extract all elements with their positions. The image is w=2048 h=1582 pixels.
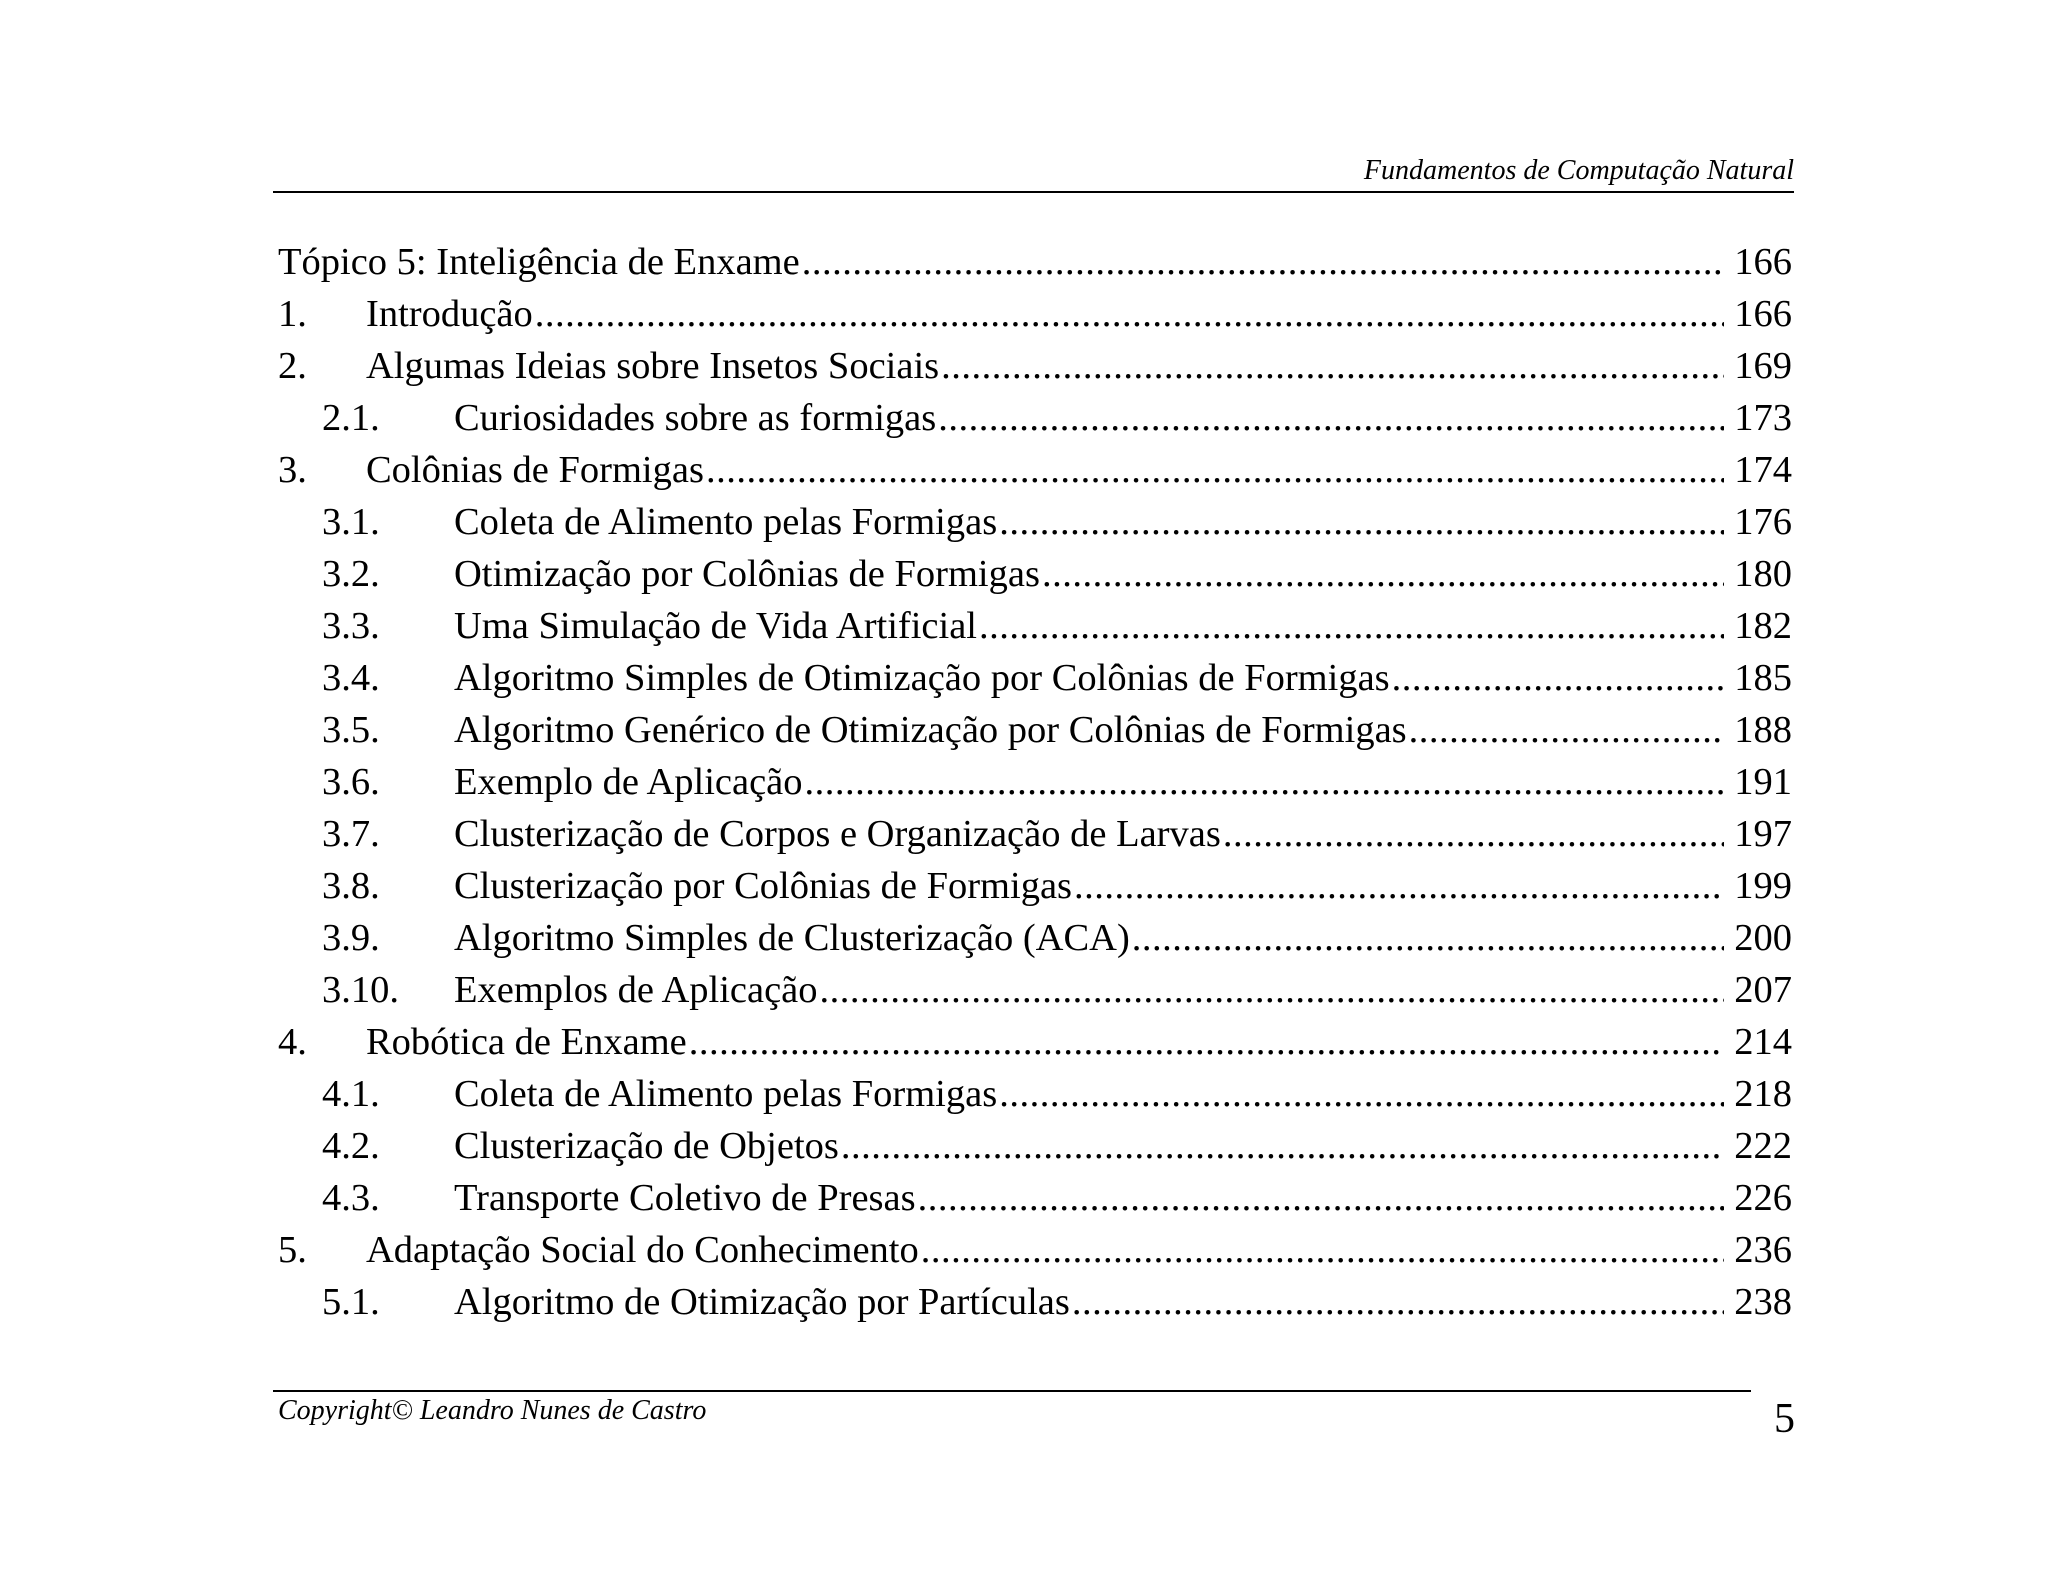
toc-entry[interactable] bbox=[278, 392, 1792, 444]
toc-entry[interactable] bbox=[278, 600, 1792, 652]
toc-entry[interactable] bbox=[278, 236, 1792, 288]
toc-entry-page: 176 bbox=[1734, 501, 1792, 543]
toc-dot-leader bbox=[999, 496, 1724, 548]
toc-entry-number: 3.10. bbox=[322, 969, 399, 1011]
toc-entry-page: 222 bbox=[1734, 1125, 1792, 1167]
toc-entry-number: 3.2. bbox=[322, 553, 380, 595]
toc-dot-leader bbox=[1223, 808, 1724, 860]
toc-entry-title: Algoritmo de Otimização por Partículas bbox=[454, 1281, 1070, 1323]
footer-rule bbox=[273, 1390, 1751, 1392]
footer-copyright: Copyright© Leandro Nunes de Castro bbox=[278, 1395, 707, 1426]
toc-entry-page: 185 bbox=[1734, 657, 1792, 699]
toc-entry[interactable] bbox=[278, 1276, 1792, 1328]
toc-entry-number: 4. bbox=[278, 1021, 307, 1063]
toc-dot-leader bbox=[921, 1224, 1724, 1276]
toc-entry[interactable] bbox=[278, 340, 1792, 392]
toc-dot-leader bbox=[841, 1120, 1724, 1172]
toc-entry[interactable] bbox=[278, 1224, 1792, 1276]
toc-entry-page: 182 bbox=[1734, 605, 1792, 647]
toc-entry-number: 3.1. bbox=[322, 501, 380, 543]
toc-entry-number: 5. bbox=[278, 1229, 307, 1271]
toc-dot-leader bbox=[706, 444, 1724, 496]
toc-entry-number: 2. bbox=[278, 345, 307, 387]
toc-entry-title: Coleta de Alimento pelas Formigas bbox=[454, 1073, 998, 1115]
toc-entry[interactable] bbox=[278, 756, 1792, 808]
toc-entry-page: 199 bbox=[1734, 865, 1792, 907]
toc-entry[interactable] bbox=[278, 808, 1792, 860]
toc-entry-title: Robótica de Enxame bbox=[366, 1021, 687, 1063]
toc-dot-leader bbox=[938, 392, 1724, 444]
toc-dot-leader bbox=[999, 1068, 1724, 1120]
toc-entry-title: Clusterização por Colônias de Formigas bbox=[454, 865, 1073, 907]
toc-entry-page: 214 bbox=[1734, 1021, 1792, 1063]
toc-dot-leader bbox=[1409, 704, 1724, 756]
toc-entry-number: 5.1. bbox=[322, 1281, 380, 1323]
toc-entry-title: Exemplos de Aplicação bbox=[454, 969, 818, 1011]
toc-dot-leader bbox=[918, 1172, 1724, 1224]
toc-dot-leader bbox=[802, 236, 1724, 288]
toc-entry-page: 169 bbox=[1734, 345, 1792, 387]
toc-entry-title: Colônias de Formigas bbox=[366, 449, 704, 491]
toc-entry-title: Algoritmo Genérico de Otimização por Colônias de Formigas bbox=[454, 709, 1407, 751]
toc-entry[interactable] bbox=[278, 548, 1792, 600]
toc-dot-leader bbox=[1072, 1276, 1724, 1328]
toc-entry[interactable] bbox=[278, 652, 1792, 704]
toc-entry-number: 2.1. bbox=[322, 397, 380, 439]
toc-entry-number: 3.7. bbox=[322, 813, 380, 855]
toc-dot-leader bbox=[1042, 548, 1724, 600]
toc-entry[interactable] bbox=[278, 444, 1792, 496]
toc-entry[interactable] bbox=[278, 964, 1792, 1016]
toc-dot-leader bbox=[820, 964, 1725, 1016]
toc-entry-page: 207 bbox=[1734, 969, 1792, 1011]
toc-entry-number: 3. bbox=[278, 449, 307, 491]
toc-entry-page: 197 bbox=[1734, 813, 1792, 855]
toc-entry-number: 1. bbox=[278, 293, 307, 335]
toc-entry[interactable] bbox=[278, 1068, 1792, 1120]
toc-entry-title: Exemplo de Aplicação bbox=[454, 761, 803, 803]
toc-dot-leader bbox=[979, 600, 1724, 652]
toc-entry-page: 226 bbox=[1734, 1177, 1792, 1219]
running-header-title: Fundamentos de Computação Natural bbox=[1363, 155, 1794, 186]
toc-entry-page: 180 bbox=[1734, 553, 1792, 595]
toc-entry[interactable] bbox=[278, 1016, 1792, 1068]
toc-entry-page: 166 bbox=[1734, 293, 1792, 335]
toc-entry[interactable] bbox=[278, 912, 1792, 964]
toc-entry-page: 200 bbox=[1734, 917, 1792, 959]
toc-entry-title: Algoritmo Simples de Clusterização (ACA) bbox=[454, 917, 1130, 959]
toc-entry-title: Uma Simulação de Vida Artificial bbox=[454, 605, 978, 647]
toc-entry-number: 4.1. bbox=[322, 1073, 380, 1115]
table-of-contents bbox=[278, 236, 1792, 1328]
toc-entry-title: Transporte Coletivo de Presas bbox=[454, 1177, 916, 1219]
toc-entry[interactable] bbox=[278, 496, 1792, 548]
toc-entry-page: 238 bbox=[1734, 1281, 1792, 1323]
toc-entry-number: 3.8. bbox=[322, 865, 380, 907]
toc-dot-leader bbox=[535, 288, 1724, 340]
toc-entry-title: Adaptação Social do Conhecimento bbox=[366, 1229, 919, 1271]
toc-entry-title: Tópico 5: Inteligência de Enxame bbox=[278, 241, 800, 283]
toc-entry-title: Clusterização de Objetos bbox=[454, 1125, 839, 1167]
toc-entry-number: 4.2. bbox=[322, 1125, 380, 1167]
toc-entry[interactable] bbox=[278, 288, 1792, 340]
header-rule bbox=[273, 191, 1794, 193]
toc-dot-leader bbox=[689, 1016, 1724, 1068]
toc-entry-title: Algoritmo Simples de Otimização por Colônias de Formigas bbox=[454, 657, 1390, 699]
toc-entry-title: Introdução bbox=[366, 293, 533, 335]
toc-entry-number: 3.5. bbox=[322, 709, 380, 751]
toc-entry-number: 3.4. bbox=[322, 657, 380, 699]
toc-dot-leader bbox=[1074, 860, 1724, 912]
toc-entry-page: 236 bbox=[1734, 1229, 1792, 1271]
page-number: 5 bbox=[1774, 1396, 1795, 1442]
toc-entry-page: 218 bbox=[1734, 1073, 1792, 1115]
toc-entry-number: 3.3. bbox=[322, 605, 380, 647]
toc-entry-page: 191 bbox=[1734, 761, 1792, 803]
toc-entry[interactable] bbox=[278, 860, 1792, 912]
toc-entry[interactable] bbox=[278, 704, 1792, 756]
toc-entry-page: 174 bbox=[1734, 449, 1792, 491]
toc-entry-page: 173 bbox=[1734, 397, 1792, 439]
toc-dot-leader bbox=[941, 340, 1724, 392]
toc-entry-number: 3.6. bbox=[322, 761, 380, 803]
toc-dot-leader bbox=[1392, 652, 1724, 704]
toc-dot-leader bbox=[805, 756, 1724, 808]
toc-entry-title: Curiosidades sobre as formigas bbox=[454, 397, 937, 439]
toc-entry-title: Algumas Ideias sobre Insetos Sociais bbox=[366, 345, 940, 387]
toc-entry-number: 4.3. bbox=[322, 1177, 380, 1219]
toc-entry-title: Coleta de Alimento pelas Formigas bbox=[454, 501, 998, 543]
toc-entry-number: 3.9. bbox=[322, 917, 380, 959]
toc-entry[interactable] bbox=[278, 1172, 1792, 1224]
toc-entry-title: Otimização por Colônias de Formigas bbox=[454, 553, 1040, 595]
toc-entry-page: 188 bbox=[1734, 709, 1792, 751]
toc-entry[interactable] bbox=[278, 1120, 1792, 1172]
toc-entry-title: Clusterização de Corpos e Organização de Larvas bbox=[454, 813, 1221, 855]
toc-dot-leader bbox=[1132, 912, 1724, 964]
toc-entry-page: 166 bbox=[1734, 241, 1792, 283]
